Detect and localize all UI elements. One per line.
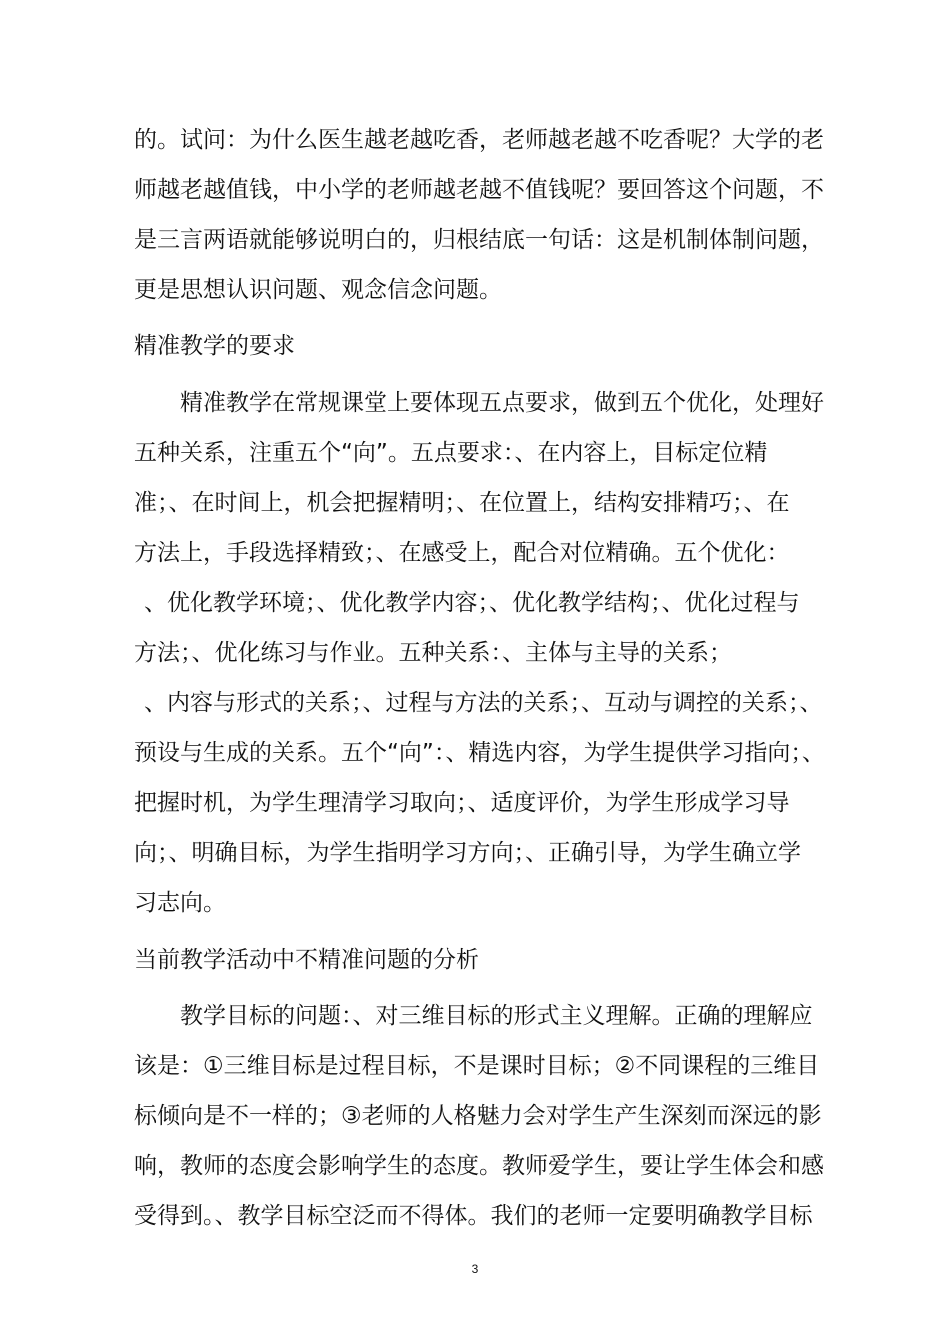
body-text-line: 、优化教学环境；、优化教学内容；、优化教学结构；、优化过程与	[144, 590, 800, 616]
body-text-line: 响，教师的态度会影响学生的态度。教师爱学生，要让学生体会和感	[134, 1153, 824, 1179]
body-text-line: 教学目标的问题：、对三维目标的形式主义理解。正确的理解应	[180, 1003, 813, 1029]
body-text-line: 该是：①三维目标是过程目标，不是课时目标；②不同课程的三维目	[134, 1053, 820, 1079]
body-text-line: 把握时机，为学生理清学习取向；、适度评价，为学生形成学习导	[134, 790, 790, 816]
section-heading: 精准教学的要求	[134, 333, 295, 359]
body-text-line: 精准教学在常规课堂上要体现五点要求，做到五个优化，处理好	[180, 390, 824, 416]
body-text-line: 更是思想认识问题、观念信念问题。	[134, 277, 502, 303]
body-text-line: 向；、明确目标，为学生指明学习方向；、正确引导，为学生确立学	[134, 840, 801, 866]
body-text-line: 五种关系，注重五个“向”。五点要求：、在内容上，目标定位精	[134, 440, 768, 466]
body-text-line: 标倾向是不一样的；③老师的人格魅力会对学生产生深刻而深远的影	[134, 1103, 822, 1129]
body-text-line: 师越老越值钱，中小学的老师越老越不值钱呢？要回答这个问题，不	[134, 177, 824, 203]
body-text-line: 方法上，手段选择精致；、在感受上，配合对位精确。五个优化：	[134, 540, 790, 566]
body-text-line: 受得到。、教学目标空泛而不得体。我们的老师一定要明确教学目标	[134, 1203, 813, 1229]
page-number: 3	[471, 1262, 479, 1276]
body-text-line: 习志向。	[134, 890, 226, 916]
body-text-line: 、内容与形式的关系；、过程与方法的关系；、互动与调控的关系；、	[144, 690, 823, 716]
body-text-line: 是三言两语就能够说明白的，归根结底一句话：这是机制体制问题，	[134, 227, 824, 253]
body-text-line: 预设与生成的关系。五个“向”：、精选内容，为学生提供学习指向；、	[134, 740, 825, 766]
body-text-line: 的。试问：为什么医生越老越吃香，老师越老越不吃香呢？大学的老	[134, 127, 824, 153]
section-heading: 当前教学活动中不精准问题的分析	[134, 947, 479, 973]
body-text-line: 准；、在时间上，机会把握精明；、在位置上，结构安排精巧；、在	[134, 490, 790, 516]
body-text-line: 方法；、优化练习与作业。五种关系：、主体与主导的关系；	[134, 640, 732, 666]
